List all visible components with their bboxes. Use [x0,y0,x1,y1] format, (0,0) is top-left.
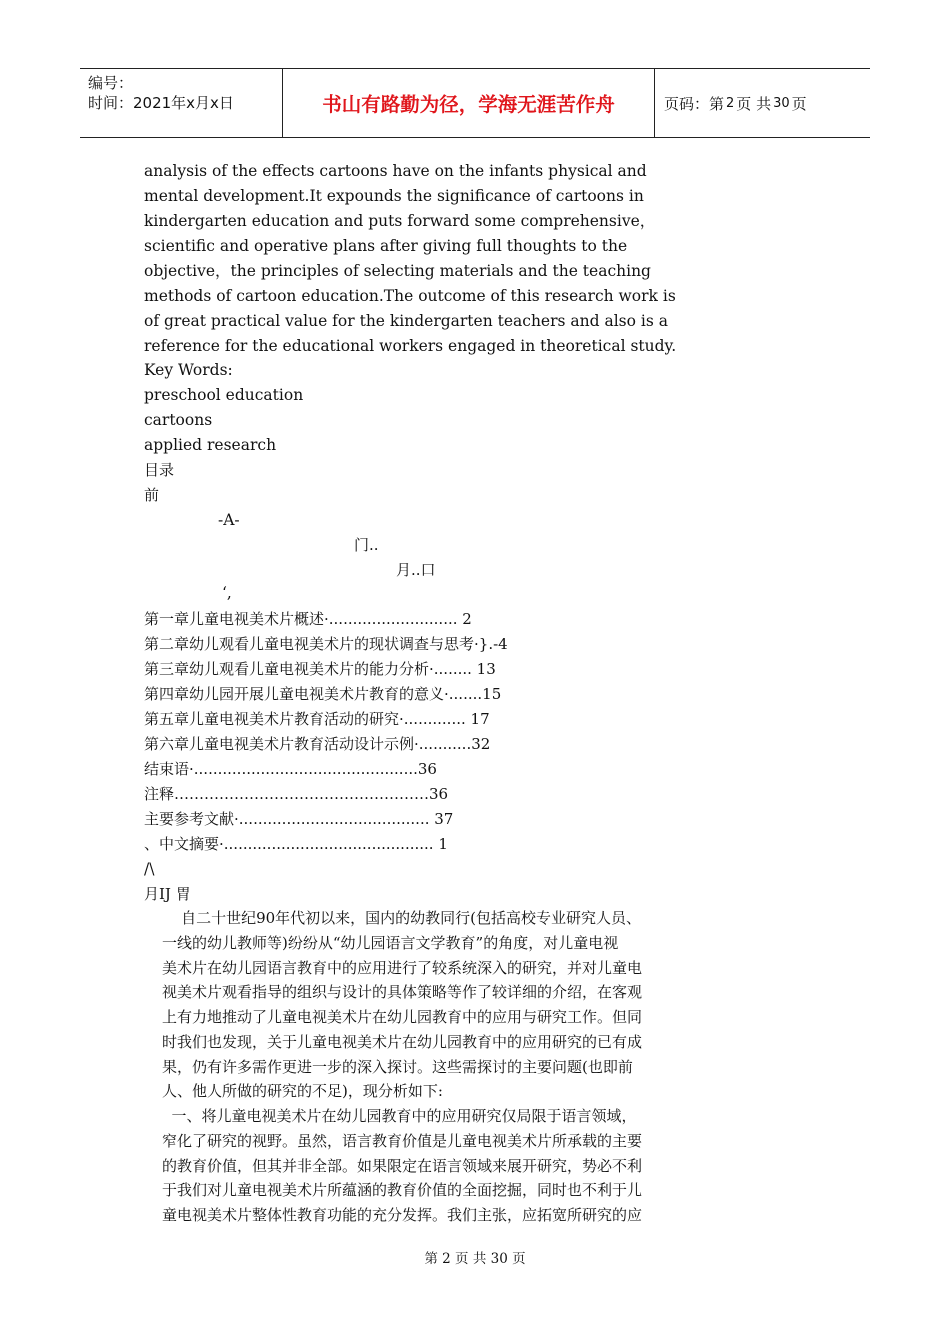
paragraph-line: 视美术片观看指导的组织与设计的具体策略等作了较详细的介绍，在客观 [162,983,643,1002]
toc-entry: 、中文摘要·............................................ 1 [144,835,448,853]
paragraph-line: 自二十世纪90年代初以来，国内的幼教同行(包括高校专业研究人员、 [162,909,642,927]
keyword-item: preschool education [144,386,304,404]
toc-entry: 第一章儿童电视美术片概述·........................... 2 [144,610,472,628]
page-header [80,68,870,138]
paragraph-line: 时我们也发现，关于儿童电视美术片在幼儿园教育中的应用研究的已有成 [162,1032,643,1051]
paragraph-line: 一、将儿童电视美术片在幼儿园教育中的应用研究仅局限于语言领域， [162,1107,637,1125]
paragraph-line: 人、他人所做的研究的不足)，现分析如下: [162,1082,443,1101]
toc-entry: 注释……………………………………………36 [144,785,449,803]
header-page-info [655,69,870,137]
stray-mark: /\ [144,860,155,878]
abstract-line: objective，the principles of selecting materials and the teaching [144,262,651,280]
toc-entry: 第三章幼儿观看儿童电视美术片的能力分析·........ 13 [144,660,496,678]
page-end-label: 页 [791,94,807,113]
keywords-label: Key Words: [144,361,233,379]
section-heading: 月IJ 胃 [144,885,191,903]
page-mid-label: 页 共 [736,94,772,113]
page-number: 2 [726,95,735,111]
paragraph-line: 果，仍有许多需作更进一步的深入探讨。这些需探讨的主要问题(也即前 [162,1057,633,1076]
toc-preface: 前 [144,486,160,504]
header-motto: 书山有路勤为径，学海无涯苦作舟 [282,69,655,137]
paragraph-line: 一线的幼儿教师等)纷纷从“幼儿园语言文学教育”的角度，对儿童电视 [162,933,619,952]
paragraph-line: 于我们对儿童电视美术片所蕴涵的教育价值的全面挖掘，同时也不利于儿 [162,1181,643,1200]
toc-entry: 第五章儿童电视美术片教育活动的研究·............. 17 [144,710,490,728]
toc-entry: 主要参考文献·........................................ 37 [144,810,454,828]
page-total: 30 [773,95,790,111]
header-meta [80,69,282,137]
keyword-item: cartoons [144,411,213,429]
document-date: 时间：2021年x月x日 [88,94,234,112]
abstract-line: methods of cartoon education.The outcome of this research work is [144,287,676,305]
toc-entry: 第六章儿童电视美术片教育活动设计示例·...........32 [144,735,491,753]
toc-stray-text: -A- [218,511,240,529]
keyword-item: applied research [144,436,277,454]
body-paragraph [162,1104,702,1228]
toc-stray-text: 门.. [354,536,379,554]
abstract-line: mental development.It expounds the significance of cartoons in [144,187,644,205]
page-footer: 第 2 页 共 30 页 [424,1251,526,1267]
abstract-line: scientific and operative plans after giving full thoughts to the [144,237,628,255]
toc-entry: 第四章幼儿园开展儿童电视美术片教育的意义·.......15 [144,685,502,703]
paragraph-line: 童电视美术片整体性教育功能的充分发挥。我们主张，应拓宽所研究的应 [162,1206,643,1224]
abstract-line: of great practical value for the kindergarten teachers and also is a [144,312,668,330]
paragraph-line: 美术片在幼儿园语言教育中的应用进行了较系统深入的研究，并对儿童电 [162,958,643,977]
document-number-label: 编号： [88,74,134,92]
toc-stray-text: ‘, [222,584,232,602]
toc-stray-text: 月..口 [396,561,436,579]
paragraph-line: 的教育价值，但其并非全部。如果限定在语言领域来展开研究，势必不利 [162,1156,643,1175]
toc-title: 目录 [144,461,175,479]
page-label: 页码：第 [664,94,725,113]
abstract-line: kindergarten education and puts forward some comprehensive， [144,212,656,230]
paragraph-line: 上有力地推动了儿童电视美术片在幼儿园教育中的应用与研究工作。但同 [162,1008,643,1026]
abstract-line: analysis of the effects cartoons have on the infants physical and [144,162,647,180]
toc-entry: 结束语·...............................................36 [144,760,437,778]
toc-entry: 第二章幼儿观看儿童电视美术片的现状调查与思考·}.-4 [144,635,508,653]
paragraph-line: 窄化了研究的视野。虽然，语言教育价值是儿童电视美术片所承载的主要 [162,1131,643,1150]
body-paragraph [162,906,702,1104]
abstract-line: reference for the educational workers engaged in theoretical study. [144,337,677,355]
